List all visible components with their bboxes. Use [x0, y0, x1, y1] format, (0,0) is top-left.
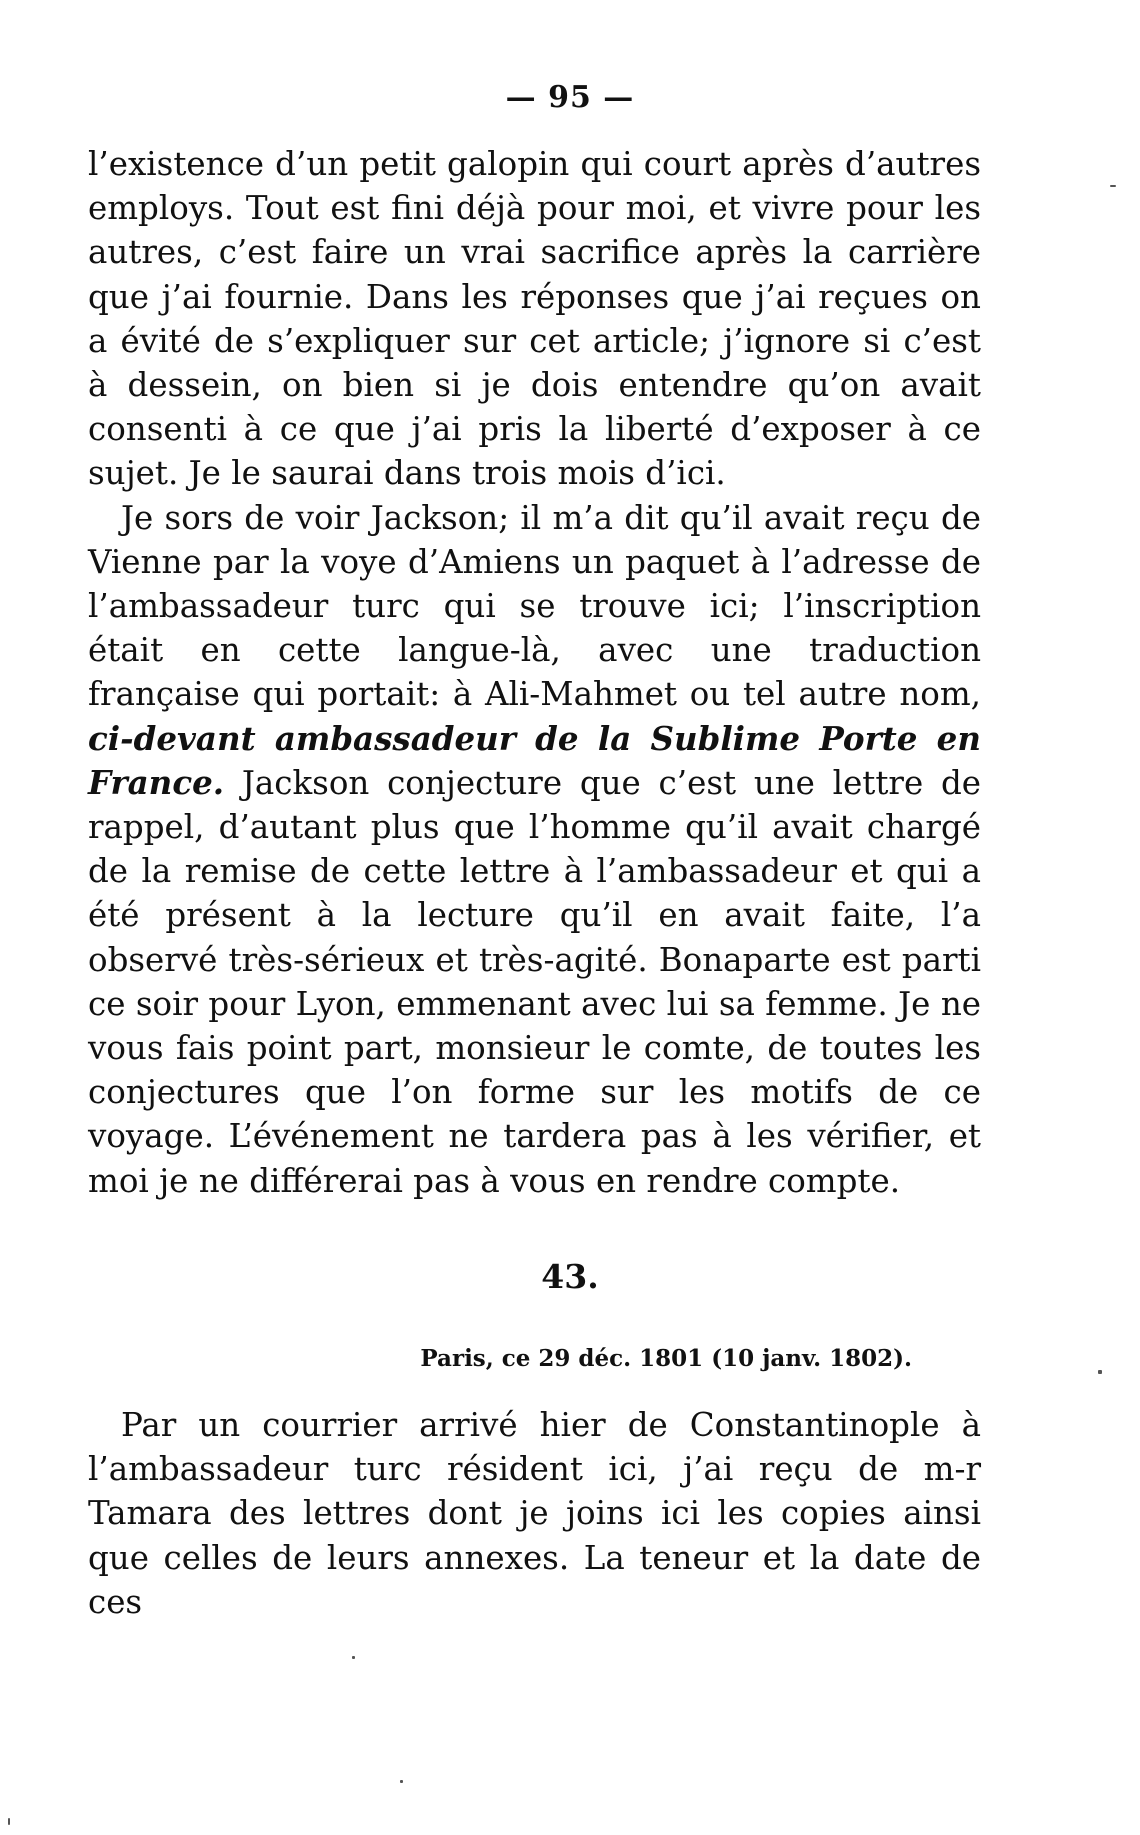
letter-dateline: Paris, ce 29 déc. 1801 (10 janv. 1802).: [420, 1345, 912, 1372]
italic-inscription: ci-devant ambassadeur de la Sublime Porte en France.: [88, 718, 981, 802]
letter-43-body: [88, 1403, 981, 1624]
paragraph-jackson-text-end: Jackson conjecture que c’est une lettre de rappel, d’autant plus que l’homme qu’il avait chargé de la remise de cette lettre à l’ambassadeur et qui a été présent à la lecture qu’il en avait faite, l’a observé très-sérieux et très-agité. Bonaparte est parti ce soir pour Lyon, emmenant avec lui sa femme. Je ne vous fais point part, monsieur le comte, de toutes les conjectures que l’on forme sur les motifs de ce voyage. L’événement ne tardera pas à les vérifier, et moi je ne différerai pas à vous en rendre compte.: [88, 763, 981, 1200]
letter-number-heading: 43.: [541, 1257, 599, 1296]
scan-speck: [1110, 185, 1116, 187]
paragraph-jackson: [88, 496, 981, 1203]
scan-speck: [352, 1656, 355, 1659]
paragraph-jackson-text-start: Je sors de voir Jackson; il m’a dit qu’il avait reçu de Vienne par la voye d’Amiens un paquet à l’adresse de l’ambassadeur turc qui se trouve ici; l’inscription était en cette langue-là, avec une traduction française qui portait: à Ali-Mahmet ou tel autre nom,: [88, 498, 981, 714]
scan-speck: [400, 1780, 403, 1783]
paragraph-courier: Par un courrier arrivé hier de Constantinople à l’ambassadeur turc résident ici, j’ai reçu de m-r Tamara des lettres dont je joins ici les copies ainsi que celles de leurs annexes. La teneur et la date de ces: [88, 1406, 981, 1621]
letter-42-body: [88, 142, 981, 1203]
paragraph-continuation: l’existence d’un petit galopin qui court après d’autres employs. Tout est fini déjà pour moi, et vivre pour les autres, c’est faire un vrai sacrifice après la carrière que j’ai fournie. Dans les réponses que j’ai reçues on a évité de s’expliquer sur cet article; j’ignore si c’est à dessein, on bien si je dois entendre qu’on avait consenti à ce que j’ai pris la liberté d’exposer à ce sujet. Je le saurai dans trois mois d’ici.: [88, 145, 981, 493]
page-number: — 95 —: [505, 80, 635, 115]
scan-speck: [1098, 1370, 1102, 1374]
scan-speck: [8, 1818, 10, 1825]
